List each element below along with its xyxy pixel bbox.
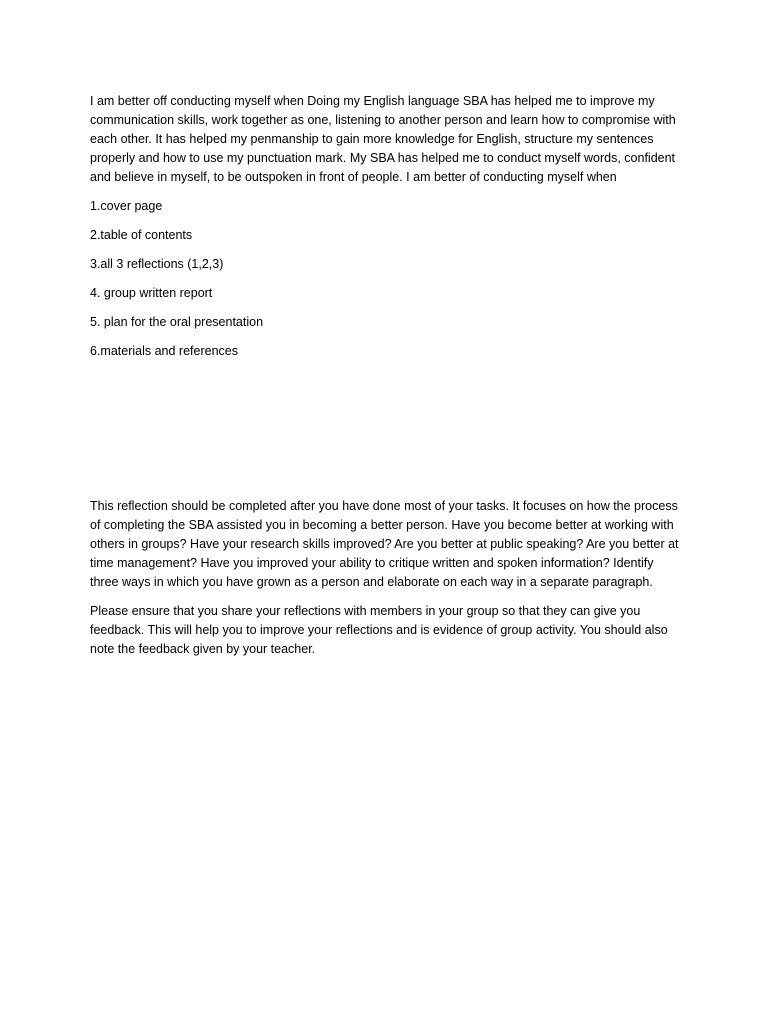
paragraph-reflection-answer: I am better off conducting myself when Doing my English language SBA has helped me to improve my communication skills, work together as one, listening to another person and learn how to compromise with each other. It has helped my penmanship to gain more knowledge for English, structure my sentences properly and how to use my punctuation mark. My SBA has helped me to conduct myself words, confident and believe in myself, to be outspoken in front of people. I am better of conducting myself when bbox=[90, 94, 676, 184]
list-item: 5. plan for the oral presentation bbox=[90, 315, 264, 329]
list-item: 3.all 3 reflections (1,2,3) bbox=[90, 257, 224, 271]
sba-checklist bbox=[90, 197, 680, 361]
paragraph-reflection-instructions: This reflection should be completed after you have done most of your tasks. It focuses on how the process of completing the SBA assisted you in becoming a better person. Have you become better at working with others in groups? Have your research skills improved? Are you better at public speaking? Are you better at time management? Have you improved your ability to critique written and spoken information? Identify three ways in which you have grown as a person and elaborate on each way in a separate paragraph. bbox=[90, 499, 679, 589]
list-item: 1.cover page bbox=[90, 199, 163, 213]
document-body bbox=[90, 92, 680, 669]
blank-space bbox=[90, 371, 680, 497]
list-item: 4. group written report bbox=[90, 286, 213, 300]
paragraph-feedback-instructions: Please ensure that you share your reflections with members in your group so that they can give you feedback. This will help you to improve your reflections and is evidence of group activity. You should also note the feedback given by your teacher. bbox=[90, 604, 668, 656]
list-item: 6.materials and references bbox=[90, 344, 238, 358]
list-item: 2.table of contents bbox=[90, 228, 193, 242]
